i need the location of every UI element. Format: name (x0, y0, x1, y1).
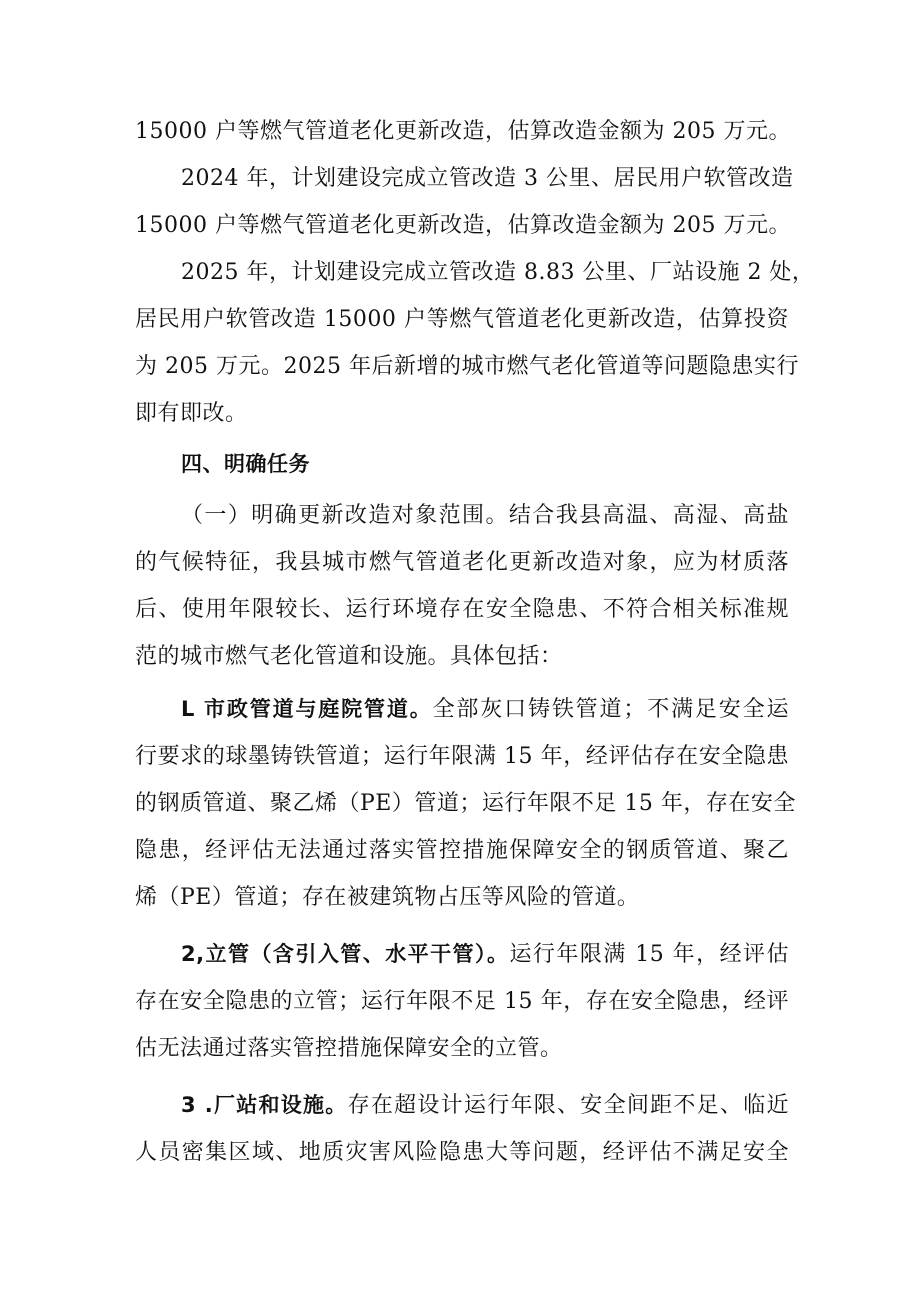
paragraph-line: 的钢质管道、聚乙烯（PE）管道；运行年限不足 15 年，存在安全 (135, 791, 796, 816)
item-2-title: 2,立管（含引入管、水平干管）。 (181, 942, 510, 966)
paragraph-line: 行要求的球墨铸铁管道；运行年限满 15 年，经评估存在安全隐患 (135, 744, 789, 769)
item-3-first-line (135, 1082, 789, 1129)
item-2-text: 运行年限满 15 年，经评估 (509, 942, 789, 967)
paragraph-line: （一）明确更新改造对象范围。结合我县高温、高湿、高盐 (181, 503, 789, 528)
paragraph-line: 15000 户等燃气管道老化更新改造，估算改造金额为 205 万元。 (135, 119, 791, 144)
item-1-first-line (135, 686, 789, 733)
paragraph-line: 2025 年，计划建设完成立管改造 8.83 公里、厂站设施 2 处， (181, 260, 815, 285)
paragraph-line: 15000 户等燃气管道老化更新改造，估算改造金额为 205 万元。 (135, 213, 791, 238)
paragraph-line: 的气候特征，我县城市燃气管道老化更新改造对象，应为材质落 (135, 550, 789, 575)
paragraph-line: 范的城市燃气老化管道和设施。具体包括： (135, 644, 563, 669)
section-heading: 四、明确任务 (181, 452, 310, 476)
paragraph-line: 烯（PE）管道；存在被建筑物占压等风险的管道。 (135, 885, 640, 910)
paragraph-line: 为 205 万元。2025 年后新增的城市燃气老化管道等问题隐患实行 (135, 354, 799, 379)
paragraph-line: 后、使用年限较长、运行环境存在安全隐患、不符合相关标准规 (135, 597, 789, 622)
paragraph-line: 即有即改。 (135, 401, 248, 426)
item-1-text: 全部灰口铸铁管道；不满足安全运 (432, 697, 789, 722)
paragraph-line: 估无法通过落实管控措施保障安全的立管。 (135, 1036, 563, 1061)
item-3-text: 存在超设计运行年限、安全间距不足、临近 (347, 1093, 789, 1118)
document-body (135, 108, 815, 1176)
paragraph-line: 居民用户软管改造 15000 户等燃气管道老化更新改造，估算投资 (135, 307, 789, 332)
paragraph-line: 存在安全隐患的立管；运行年限不足 15 年，存在安全隐患，经评 (135, 989, 789, 1014)
paragraph-line: 2024 年，计划建设完成立管改造 3 公里、居民用户软管改造 (181, 166, 794, 191)
paragraph-line: 隐患，经评估无法通过落实管控措施保障安全的钢质管道、聚乙 (135, 838, 789, 863)
item-3-title: 3 .厂站和设施。 (181, 1093, 348, 1117)
item-2-first-line (135, 931, 789, 978)
item-1-title: L 市政管道与庭院管道。 (181, 697, 433, 721)
paragraph-line: 人员密集区域、地质灾害风险隐患大等问题，经评估不满足安全 (135, 1140, 789, 1165)
